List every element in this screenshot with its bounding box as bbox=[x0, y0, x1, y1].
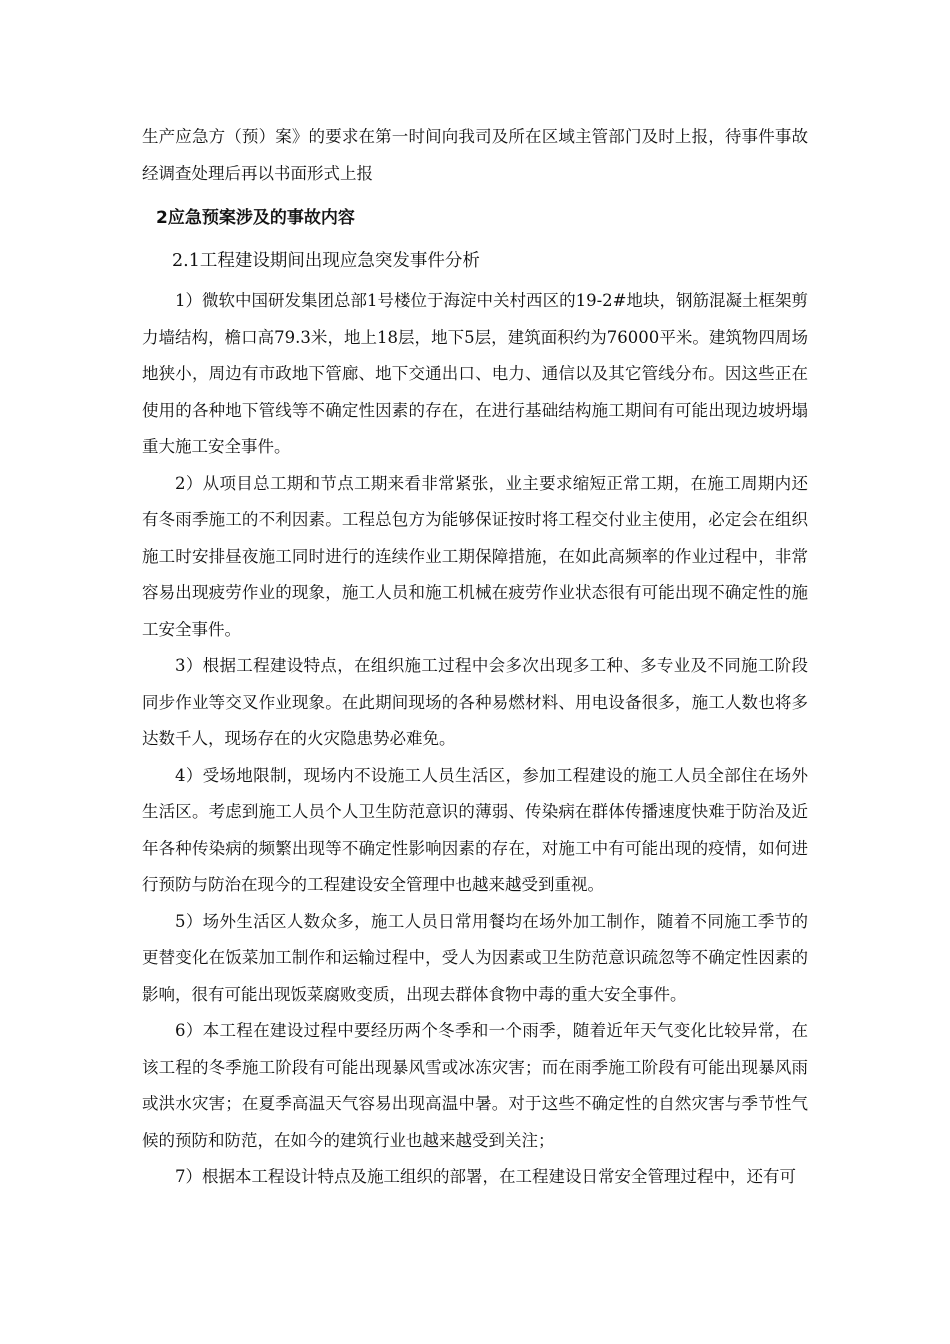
paragraph-item-4: 4）受场地限制，现场内不设施工人员生活区，参加工程建设的施工人员全部住在场外生活区。考虑到施工人员个人卫生防范意识的薄弱、传染病在群体传播速度快难于防治及近年各种传染病的频繁出现等不确定性影响因素的存在，对施工中有可能出现的疫情，如何进行预防与防治在现今的工程建设安全管理中也越来越受到重视。 bbox=[142, 765, 808, 894]
section-heading: 2应急预案涉及的事故内容 bbox=[156, 208, 355, 228]
subsection-heading: 2.1工程建设期间出现应急突发事件分析 bbox=[172, 251, 480, 271]
paragraph-item-1: 1）微软中国研发集团总部1号楼位于海淀中关村西区的19-2#地块，钢筋混凝土框架剪力墙结构，檐口高79.3米，地上18层，地下5层，建筑面积约为76000平米。建筑物四周场地狭小，周边有市政地下管廊、地下交通出口、电力、通信以及其它管线分布。因这些正在使用的各种地下管线等不确定性因素的存在，在进行基础结构施工期间有可能出现边坡坍塌重大施工安全事件。 bbox=[142, 291, 808, 456]
paragraph-item-3: 3）根据工程建设特点，在组织施工过程中会多次出现多工种、多专业及不同施工阶段同步作业等交叉作业现象。在此期间现场的各种易燃材料、用电设备很多，施工人数也将多达数千人，现场存在的火灾隐患势必难免。 bbox=[142, 656, 808, 748]
paragraph-item-7: 7）根据本工程设计特点及施工组织的部署，在工程建设日常安全管理过程中，还有可 bbox=[175, 1167, 796, 1186]
paragraph-item-6: 6）本工程在建设过程中要经历两个冬季和一个雨季，随着近年天气变化比较异常，在该工程的冬季施工阶段有可能出现暴风雪或冰冻灾害；而在雨季施工阶段有可能出现暴风雨或洪水灾害；在夏季高温天气容易出现高温中暑。对于这些不确定性的自然灾害与季节性气候的预防和防范，在如今的建筑行业也越来越受到关注； bbox=[142, 1021, 808, 1150]
paragraph-item-5: 5）场外生活区人数众多，施工人员日常用餐均在场外加工制作，随着不同施工季节的更替变化在饭菜加工制作和运输过程中，受人为因素或卫生防范意识疏忽等不确定性因素的影响，很有可能出现饭菜腐败变质，出现去群体食物中毒的重大安全事件。 bbox=[142, 911, 808, 1004]
paragraph-item-2: 2）从项目总工期和节点工期来看非常紧张，业主要求缩短正常工期，在施工周期内还有冬雨季施工的不利因素。工程总包方为能够保证按时将工程交付业主使用，必定会在组织施工时安排昼夜施工同时进行的连续作业工期保障措施，在如此高频率的作业过程中，非常容易出现疲劳作业的现象，施工人员和施工机械在疲劳作业状态很有可能出现不确定性的施工安全事件。 bbox=[142, 473, 808, 639]
document-body bbox=[142, 119, 808, 1196]
intro-paragraph: 生产应急方（预）案》的要求在第一时间向我司及所在区域主管部门及时上报，待事件事故经调查处理后再以书面形式上报 bbox=[142, 127, 808, 183]
